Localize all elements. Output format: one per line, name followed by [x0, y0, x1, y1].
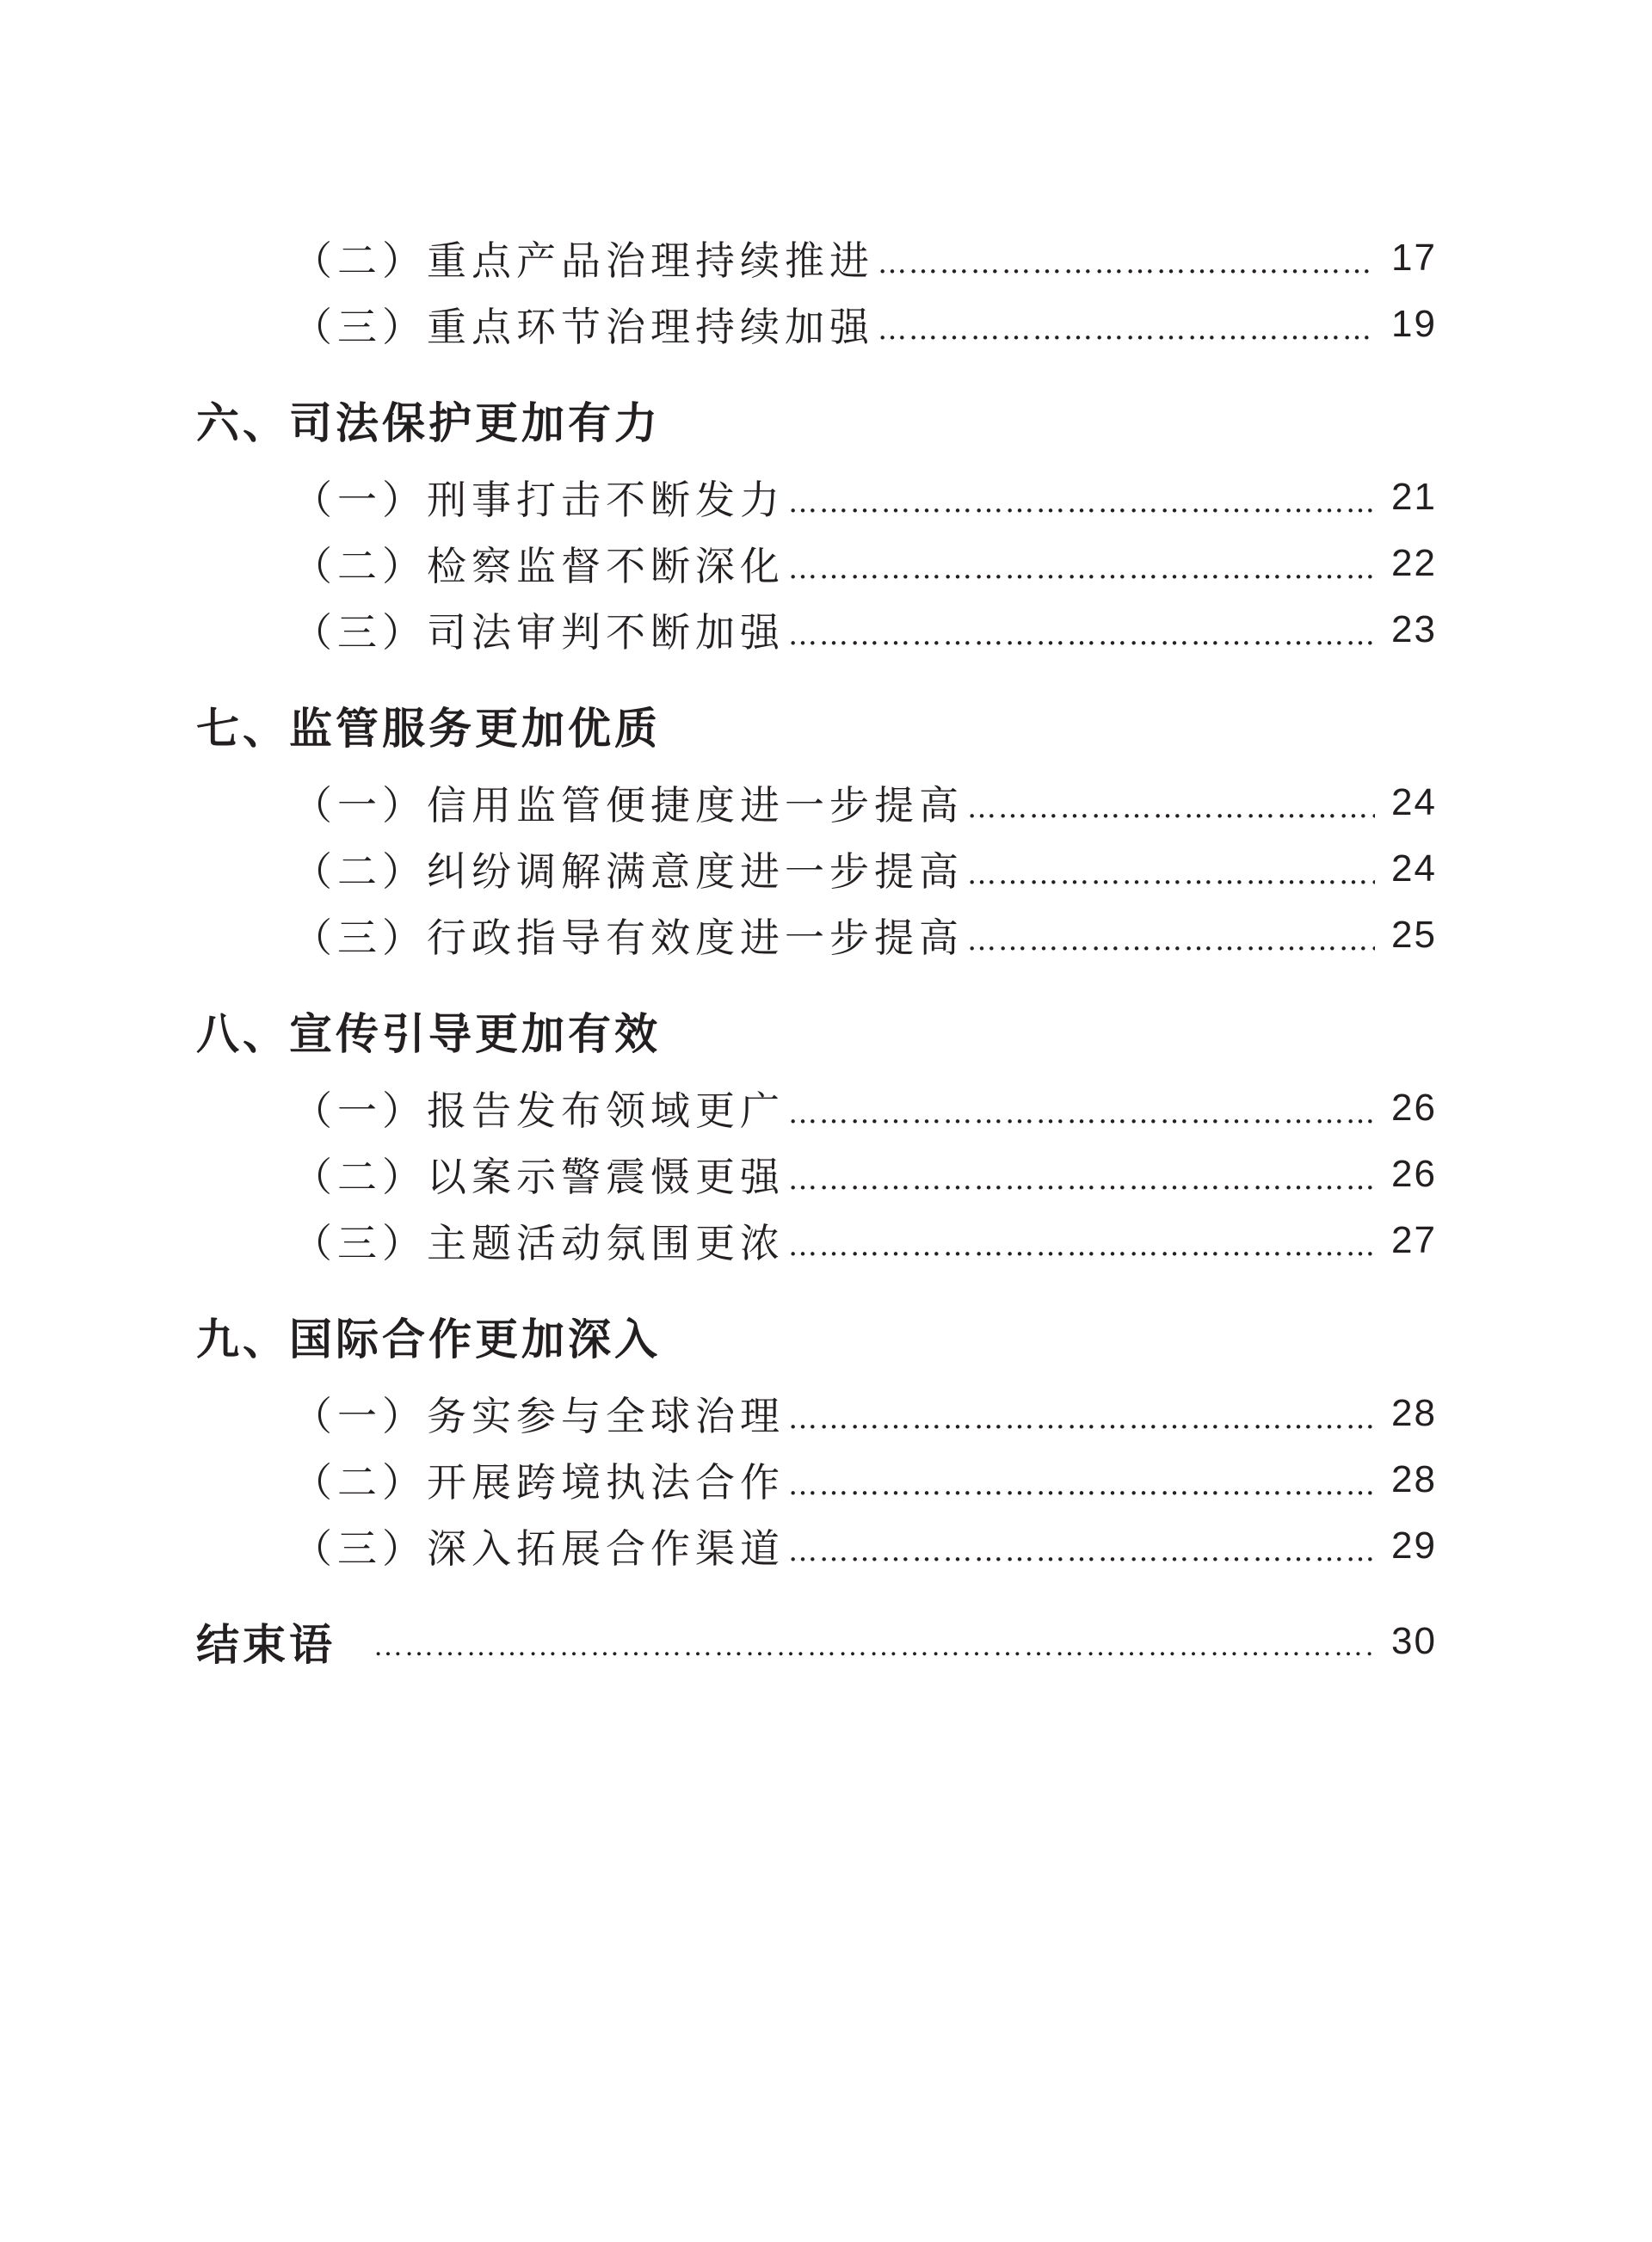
toc-section-heading[interactable]: 六、司法保护更加有力 [196, 398, 661, 448]
toc-entry-label: （二）重点产品治理持续推进 [293, 237, 874, 284]
toc-entry[interactable] [293, 839, 1437, 899]
toc-page-number: 21 [1391, 476, 1437, 518]
toc-page-number: 28 [1391, 1392, 1437, 1434]
toc-entry[interactable] [293, 294, 1437, 354]
dot-leader [878, 312, 1375, 347]
dot-leader [788, 618, 1375, 652]
toc-page-number: 17 [1391, 237, 1437, 279]
toc-page-number: 22 [1391, 542, 1437, 584]
toc-entry-label: （三）重点环节治理持续加强 [293, 304, 874, 350]
toc-entry-label: （一）报告发布领域更广 [293, 1087, 785, 1134]
dot-leader [788, 1162, 1375, 1197]
toc-closing-entry[interactable] [196, 1609, 1437, 1674]
toc-entry[interactable] [293, 1383, 1437, 1444]
toc-page-number: 26 [1391, 1153, 1437, 1195]
toc-entry[interactable] [293, 467, 1437, 527]
dot-leader [788, 1096, 1375, 1130]
toc-page-number: 24 [1391, 781, 1437, 823]
toc-entry-label: （二）开展跨境执法合作 [293, 1459, 785, 1506]
toc-entry[interactable] [293, 773, 1437, 833]
toc-page-number: 27 [1391, 1219, 1437, 1261]
toc-entry-label: （一）刑事打击不断发力 [293, 477, 785, 523]
dot-leader [788, 551, 1375, 586]
dot-leader [788, 1401, 1375, 1436]
toc-section-heading[interactable]: 九、国际合作更加深入 [196, 1315, 661, 1364]
toc-entry[interactable] [293, 1450, 1437, 1510]
dot-leader [788, 485, 1375, 520]
toc-page-number: 26 [1391, 1087, 1437, 1129]
toc-page-number: 19 [1391, 303, 1437, 345]
toc-entry[interactable] [293, 228, 1437, 288]
dot-leader [878, 246, 1375, 280]
dot-leader [967, 923, 1375, 958]
toc-page-number: 29 [1391, 1524, 1437, 1567]
toc-closing-label: 结束语 [196, 1620, 336, 1670]
toc-entry[interactable] [293, 1144, 1437, 1204]
toc-page-number: 24 [1391, 847, 1437, 890]
dot-leader [788, 1468, 1375, 1502]
toc-entry[interactable] [293, 905, 1437, 965]
toc-entry[interactable] [293, 1078, 1437, 1138]
toc-entry[interactable] [293, 1210, 1437, 1271]
toc-entry-label: （二）纠纷调解满意度进一步提高 [293, 848, 964, 895]
toc-page-number: 25 [1391, 914, 1437, 956]
toc-entry[interactable] [293, 600, 1437, 660]
toc-entry[interactable] [293, 533, 1437, 594]
dot-leader [788, 1534, 1375, 1568]
toc-page-number: 28 [1391, 1458, 1437, 1500]
dot-leader [967, 791, 1375, 825]
toc-section-heading[interactable]: 七、监管服务更加优质 [196, 704, 661, 754]
toc-entry-label: （二）以案示警震慑更强 [293, 1154, 785, 1200]
toc-entry-label: （一）务实参与全球治理 [293, 1393, 785, 1439]
toc-page-number: 23 [1391, 608, 1437, 650]
toc-entry-label: （三）行政指导有效度进一步提高 [293, 915, 964, 961]
toc-entry-label: （三）主题活动氛围更浓 [293, 1220, 785, 1266]
toc-entry-label: （二）检察监督不断深化 [293, 543, 785, 589]
toc-entry-label: （三）司法审判不断加强 [293, 609, 785, 656]
dot-leader [967, 857, 1375, 891]
toc-entry-label: （三）深入拓展合作渠道 [293, 1525, 785, 1572]
toc-entry[interactable] [293, 1516, 1437, 1576]
toc-section-heading[interactable]: 八、宣传引导更加有效 [196, 1009, 661, 1059]
dot-leader [788, 1229, 1375, 1263]
dot-leader [373, 1630, 1375, 1663]
toc-entry-label: （一）信用监管便捷度进一步提高 [293, 782, 964, 828]
toc-page-number: 30 [1391, 1620, 1437, 1662]
